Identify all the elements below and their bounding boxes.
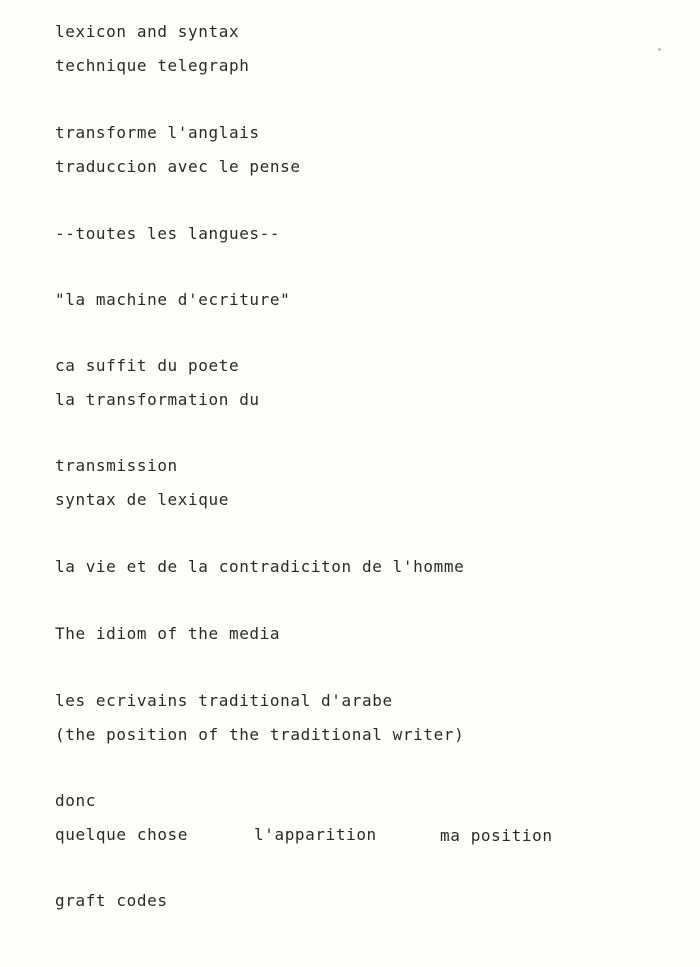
text-line: la vie et de la contradiciton de l'homme (55, 557, 465, 576)
text-line: les ecrivains traditional d'arabe (55, 691, 393, 710)
text-line: ca suffit du poete (55, 356, 240, 375)
text-line: transmission (55, 456, 178, 475)
text-line: l'apparition (254, 825, 377, 844)
paper-speck (658, 48, 661, 51)
text-line: (the position of the traditional writer) (55, 725, 465, 744)
text-line: transforme l'anglais (55, 123, 260, 142)
text-line: traduccion avec le pense (55, 157, 301, 176)
text-line: quelque chose (55, 825, 189, 844)
text-line: graft codes (55, 891, 168, 910)
text-line: technique telegraph (55, 56, 250, 75)
text-line: The idiom of the media (55, 624, 281, 643)
text-line: la transformation du (55, 390, 260, 409)
text-line: donc (55, 791, 96, 810)
text-line: syntax de lexique (55, 490, 229, 509)
text-line: "la machine d'ecriture" (55, 290, 291, 309)
text-line: ma position (440, 826, 553, 845)
text-line: lexicon and syntax (55, 22, 240, 41)
text-line: --toutes les langues-- (55, 224, 281, 243)
